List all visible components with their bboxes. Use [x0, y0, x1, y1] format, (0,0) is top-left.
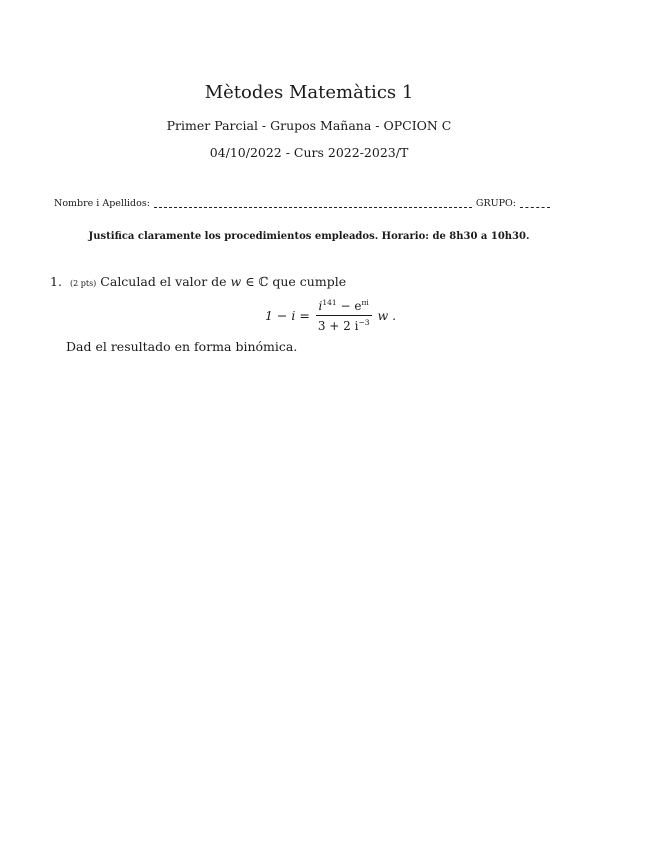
denominator-base: 3 + 2 i	[317, 318, 359, 333]
problem-points: (2 pts)	[69, 279, 97, 288]
equation-fraction	[316, 298, 372, 333]
exam-date: 04/10/2022 - Curs 2022-2023/T	[209, 145, 409, 160]
group-label: GRUPO:	[475, 198, 516, 209]
numerator-base: i	[318, 298, 323, 313]
instructions: Justifica claramente los procedimientos empleados. Horario: de 8h30 a 10h30.	[88, 231, 530, 242]
fraction-numerator	[317, 298, 371, 313]
problem-equation	[265, 298, 396, 332]
numerator-mid: − e	[336, 298, 362, 313]
problem-variable: w	[230, 274, 242, 289]
problem-text-before: Calculad el valor de	[100, 274, 227, 289]
exam-subtitle: Primer Parcial - Grupos Mañana - OPCION C	[166, 118, 452, 133]
problem-text-after: ∈ ℂ que cumple	[245, 274, 347, 289]
denominator-exponent: −3	[358, 317, 370, 327]
problem-1	[50, 274, 570, 289]
fraction-denominator	[316, 318, 372, 333]
name-field-line	[154, 198, 472, 208]
numerator-exponent: 141	[322, 297, 337, 307]
numerator-exponent-2: πi	[361, 297, 369, 307]
name-row	[54, 198, 550, 209]
result-instruction: Dad el resultado en forma binómica.	[66, 339, 298, 354]
group-field-line	[520, 198, 550, 208]
problem-number: 1.	[50, 274, 62, 289]
fraction-bar	[316, 315, 372, 316]
equation-lhs: 1 − i =	[265, 307, 310, 323]
name-label: Nombre i Apellidos:	[54, 198, 150, 209]
equation-rhs: w .	[377, 307, 397, 323]
exam-title: Mètodes Matemàtics 1	[204, 82, 414, 103]
